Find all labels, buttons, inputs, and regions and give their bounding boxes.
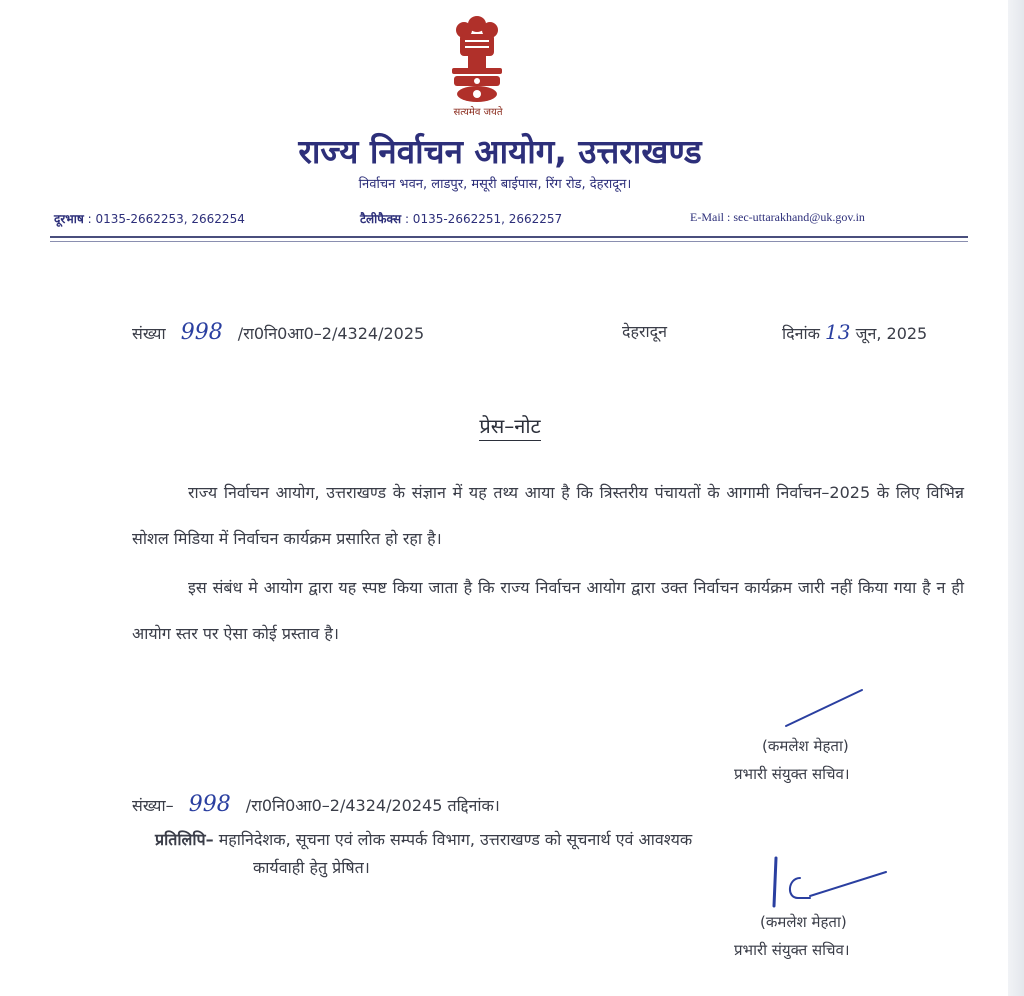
copy-code: /रा0नि0आ0–2/4324/20245 तद्दिनांक। [245, 796, 500, 815]
organization-address: निर्वाचन भवन, लाडपुर, मसूरी बाईपास, रिंग रोड, देहरादून। [358, 177, 632, 192]
phone-contact [54, 210, 245, 227]
press-note-title [0, 412, 1020, 439]
fax-contact [360, 210, 562, 227]
emblem-motto: सत्यमेव जयते [453, 107, 503, 118]
email-contact [690, 210, 865, 225]
reference-prefix: संख्या [132, 324, 166, 343]
copy-reference-number [132, 792, 500, 817]
signatory-name: (कमलेश मेहता) [762, 737, 849, 755]
page-edge [1008, 0, 1024, 996]
email-address: : sec-uttarakhand@uk.gov.in [727, 210, 865, 224]
phone-number: : 0135-2662253, 2662254 [87, 212, 245, 226]
handwritten-date: 13 [825, 320, 851, 344]
reference-date [782, 320, 927, 344]
organization-title: राज्य निर्वाचन आयोग, उत्तराखण्ड [298, 132, 702, 171]
body-paragraph: राज्य निर्वाचन आयोग, उत्तराखण्ड के संज्ञान में यह तथ्य आया है कि त्रिस्तरीय पंचायतों के आगामी निर्वाचन–2025 के लिए विभिन्न सोशल मिडिया में निर्वाचन कार्यक्रम प्रसारित हो रहा है। [132, 483, 964, 549]
copy-text-continued: कार्यवाही हेतु प्रेषित। [253, 858, 370, 877]
copy-prefix: संख्या– [132, 796, 174, 815]
fax-label: टैलीफैक्स [360, 212, 402, 226]
handwritten-copy-number: 998 [188, 792, 231, 817]
fax-number: : 0135-2662251, 2662257 [404, 212, 563, 226]
reference-number [132, 320, 424, 345]
letterhead-divider [50, 236, 968, 238]
press-note-title-text: प्रेस–नोट [479, 414, 540, 441]
email-label: E-Mail [690, 210, 724, 224]
phone-label: दूरभाष [54, 212, 84, 226]
handwritten-reference-number: 998 [180, 320, 223, 345]
signatory-designation: प्रभारी संयुक्त सचिव। [734, 765, 850, 783]
reference-place: देहरादून [622, 322, 668, 341]
signature-stroke-icon [780, 684, 870, 732]
date-label: दिनांक [782, 324, 820, 343]
copy-text: महानिदेशक, सूचना एवं लोक सम्पर्क विभाग, उत्तराखण्ड को सूचनार्थ एवं आवश्यक [218, 830, 693, 849]
copy-label: प्रतिलिपि– [155, 830, 214, 849]
signatory-name: (कमलेश मेहता) [760, 913, 847, 931]
body-paragraph: इस संबंध मे आयोग द्वारा यह स्पष्ट किया जाता है कि राज्य निर्वाचन आयोग द्वारा उक्त निर्वाचन कार्यक्रम जारी नहीं किया गया है न ही आयोग स्तर पर ऐसा कोई प्रस्ताव है। [132, 578, 964, 644]
date-month-year: जून, 2025 [855, 324, 928, 343]
letterhead-divider-thin [50, 241, 968, 242]
signatory-designation: प्रभारी संयुक्त सचिव। [734, 941, 850, 959]
reference-code: /रा0नि0आ0–2/4324/2025 [237, 324, 425, 343]
